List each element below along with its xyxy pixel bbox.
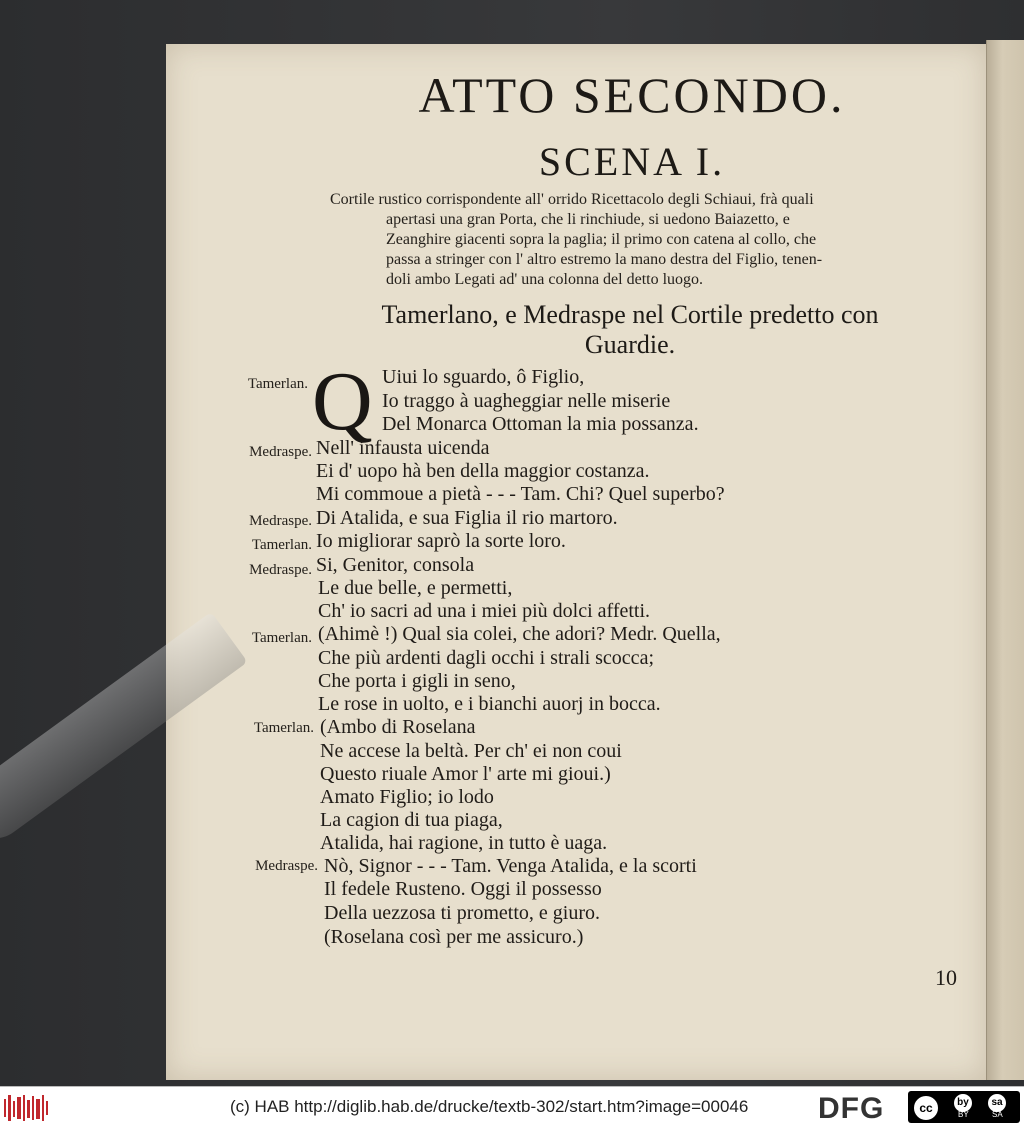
speaker-label: Medraspe. <box>255 858 318 874</box>
speaker-label: Tamerlan. <box>247 376 308 392</box>
verse-line: Della uezzosa ti prometto, e giuro. <box>324 902 601 924</box>
verse-line: Amato Figlio; io lodo <box>320 786 494 808</box>
speaker-label: Medraspe. <box>249 513 312 529</box>
verse-line: Le rose in uolto, e i bianchi auorj in bocca. <box>318 693 661 715</box>
speaker-label: Tamerlan. <box>253 720 314 736</box>
verse-line: Di Atalida, e sua Figlia il rio martoro. <box>316 507 618 529</box>
verse-line: Del Monarca Ottoman la mia possanza. <box>382 413 699 435</box>
verse-line: Il fedele Rusteno. Oggi il possesso <box>324 878 602 900</box>
verse-line: La cagion di tua piaga, <box>320 809 503 831</box>
cc-license-badge[interactable] <box>908 1091 1020 1123</box>
speaker-label: Medraspe. <box>249 562 312 578</box>
verse-line: Io traggo à uagheggiar nelle miserie <box>382 390 671 412</box>
verse-line: Si, Genitor, consola <box>316 554 475 576</box>
stage-direction <box>330 190 945 290</box>
cc-by-label: BY <box>958 1110 969 1119</box>
scene-heading <box>330 300 930 360</box>
stage-line: passa a stringer con l' altro estremo la mano destra del Figlio, tenen- <box>386 251 823 268</box>
speaker-label: Tamerlan. <box>251 537 312 553</box>
speaker-label: Tamerlan. <box>251 630 312 646</box>
verse-line: Ei d' uopo hà ben della maggior costanza. <box>316 460 650 482</box>
verse-line: Che porta i gigli in seno, <box>318 670 516 692</box>
scene-title: SCENA I. <box>538 139 726 184</box>
verse-line: Ne accese la beltà. Per ch' ei non coui <box>320 740 622 762</box>
stage-line: Zeanghire giacenti sopra la paglia; il primo con catena al collo, che <box>386 231 817 248</box>
cc-icon: cc <box>912 1094 940 1122</box>
verse-line: (Roselana così per me assicuro.) <box>324 926 584 948</box>
verse-line: Mi commoue a pietà - - - Tam. Chi? Quel superbo? <box>316 483 725 505</box>
verse-line: Le due belle, e permetti, <box>318 577 513 599</box>
viewer-footer <box>0 1086 1024 1127</box>
share-alike-icon: sa <box>986 1092 1008 1114</box>
verse-line: Nell' infausta uicenda <box>316 437 490 459</box>
drop-cap: Q <box>312 355 373 448</box>
stage-line: apertasi una gran Porta, che li rinchiude, si uedono Baiazetto, e <box>386 211 790 228</box>
verse-line: Nò, Signor - - - Tam. Venga Atalida, e la scorti <box>324 855 697 877</box>
verse-line: Uiui lo sguardo, ô Figlio, <box>382 366 585 388</box>
verse-line: Atalida, hai ragione, in tutto è uaga. <box>320 832 608 854</box>
verse-line: Che più ardenti dagli occhi i strali scocca; <box>318 647 654 669</box>
hab-logo-icon <box>4 1095 48 1121</box>
scene-heading-line: Guardie. <box>584 330 676 359</box>
verse-line: Questo riuale Amor l' arte mi gioui.) <box>320 763 611 785</box>
person-icon: by <box>952 1092 974 1114</box>
source-credit-link[interactable]: (c) HAB http://diglib.hab.de/drucke/textb-302/start.htm?image=00046 <box>230 1097 749 1116</box>
verse-line: (Ahimè !) Qual sia colei, che adori? Medr. Quella, <box>318 623 721 645</box>
dfg-logo: DFG <box>818 1092 885 1125</box>
verse-line: Io migliorar saprò la sorte loro. <box>316 530 566 552</box>
stage-line: Cortile rustico corrispondente all' orrido Ricettacolo degli Schiaui, frà quali <box>330 191 814 208</box>
cc-sa-label: SA <box>992 1110 1003 1119</box>
verse-line: Ch' io sacri ad una i miei più dolci affetti. <box>318 600 651 622</box>
facing-page-edge <box>986 40 1024 1080</box>
act-title: ATTO SECONDO. <box>418 67 846 123</box>
speaker-label: Medraspe. <box>249 444 312 460</box>
page-number: 10 <box>935 965 957 990</box>
stage-line: doli ambo Legati ad' una colonna del detto luogo. <box>386 271 704 288</box>
scene-heading-line: Tamerlano, e Medraspe nel Cortile predetto con <box>381 300 879 329</box>
verse-line: (Ambo di Roselana <box>320 716 476 738</box>
